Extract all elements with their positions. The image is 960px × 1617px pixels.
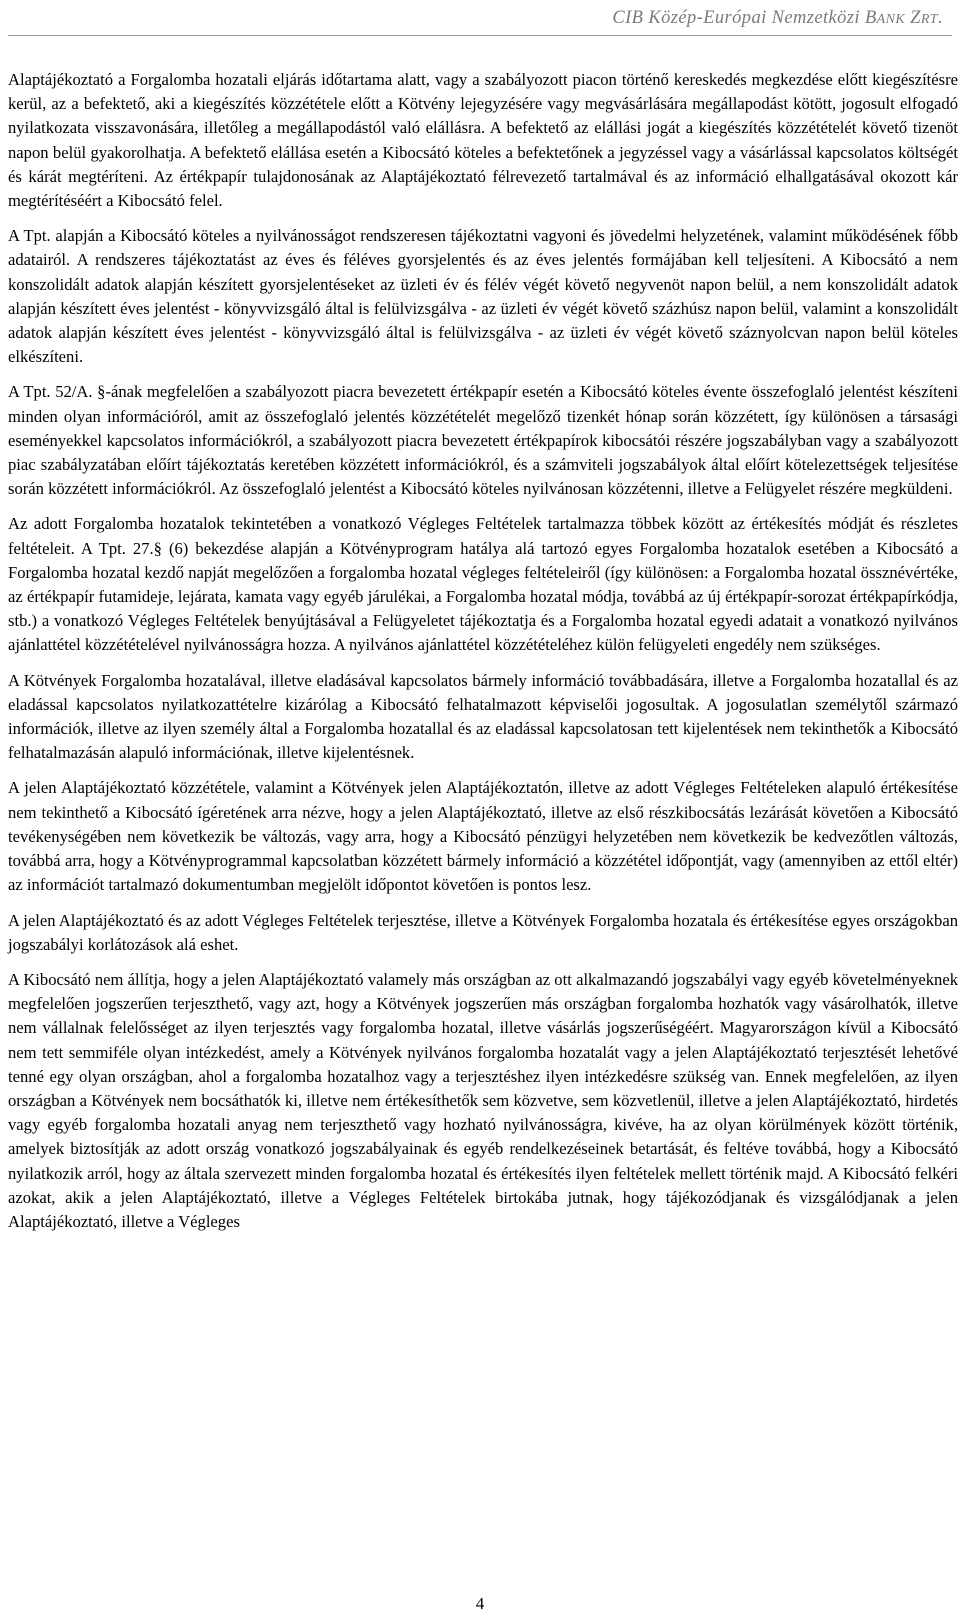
running-header-title: CIB Közép-Európai Nemzetközi B [612, 8, 877, 28]
paragraph-annual-summary-report: A Tpt. 52/A. §-ának megfelelően a szabályozott piacra bevezetett értékpapír esetén a Kibocsátó köteles évente összefoglaló jelentést készíteni minden olyan információról, amit az összefoglaló jelentés közzétételét megelőző tizenkét hónap során közzétett, így különösen a társasági eseményekkel kapcsolatos információkról, a szabályozott piacra bevezetett értékpapírok kibocsátói részére jogszabályban vagy a szabályozott piac szabályzatában előírt tájékoztatás keretében közzétett információkról, és a számviteli jogszabályok által előírt kötelezettségek teljesítése során közzétett információkról. Az összefoglaló jelentést a Kibocsátó köteles nyilvánosan közzétenni, illetve a Felügyelet részére megküldeni. [8, 382, 958, 499]
running-header-small-caps-2: RT [920, 12, 938, 27]
page-number: 4 [475, 1594, 485, 1613]
running-header-title-mid: Z [905, 8, 921, 28]
paragraph-distribution-restrictions: A jelen Alaptájékoztató és az adott Végleges Feltételek terjesztése, illetve a Kötvények Forgalomba hozatala és értékesítése egyes országokban jogszabályi korlátozások alá eshet. [8, 910, 958, 954]
header-divider [8, 35, 952, 36]
document-body [8, 68, 958, 1245]
paragraph-final-terms: Az adott Forgalomba hozatalok tekintetében a vonatkozó Végleges Feltételek tartalmazza többek között az értékesítés módját és részletes feltételeit. A Tpt. 27.§ (6) bekezdése alapján a Kötvényprogram hatálya alá tartozó egyes Forgalomba hozatalok esetében a Kibocsátó a Forgalomba hozatal kezdő napját megelőzően a forgalomba hozatal végleges feltételeiről (így különösen: a Forgalomba hozatal össznévértéke, az értékpapír futamideje, lejárata, kamata vagy egyéb járulékai, a Forgalomba hozatal módja, továbbá az új értékpapír-sorozat értékpapírkódja, stb.) a vonatkozó Végleges Feltételek benyújtásával a Felügyeletet tájékoztatja és a Forgalomba hozatal egyedi adatait a vonatkozó nyilvános ajánlattétel közzétételével nyilvánosságra hozza. A nyilvános ajánlattétel közzétételéhez külön felügyeleti engedély nem szükséges. [8, 514, 958, 655]
paragraph-authorized-information: A Kötvények Forgalomba hozatalával, illetve eladásával kapcsolatos bármely információ továbbadására, illetve a Forgalomba hozatallal és az eladással kapcsolatos nyilatkozattételre kizárólag a Kibocsátó felhatalmazott képviselői jogosultak. A jogosulatlan személytől származó információk, illetve az ilyen személy által a Forgalomba hozatallal és az eladással kapcsolatosan tett kijelentések nem tekinthetők a Kibocsátó felhatalmazásán alapuló információnak, illetve kijelentésnek. [8, 670, 958, 763]
paragraph-no-promise: A jelen Alaptájékoztató közzététele, valamint a Kötvények jelen Alaptájékoztatón, illetve az adott Végleges Feltételeken alapuló értékesítése nem tekinthető a Kibocsátó ígéretének arra nézve, hogy a jelen Alaptájékoztató, illetve az első részkibocsátás lezárását követően a Kibocsátó tevékenységében nem következik be változás, vagy arra, hogy a Kibocsátó pénzügyi helyzetében nem következik be kedvezőtlen változás, továbbá arra, hogy a Kötvényprogrammal kapcsolatban közzétett bármely információ a közzététel időpontját, vagy (amennyiben az ettől eltér) az információt tartalmazó dokumentumban megjelölt időpontot követően is pontos lesz. [8, 778, 958, 895]
running-header-small-caps-1: ANK [876, 12, 906, 27]
running-header-title-end: . [937, 8, 943, 28]
paragraph-foreign-jurisdictions: A Kibocsátó nem állítja, hogy a jelen Alaptájékoztató valamely más országban az ott alkalmazandó jogszabályi vagy egyéb követelményeknek megfelelően jogszerűen terjeszthető, vagy azt, hogy a Kötvények jogszerűen más országban forgalomba hozhatók vagy vásárolhatók, illetve nem vállalnak felelősséget az ilyen terjesztés vagy forgalomba hozatal, illetve vásárlás jogszerűségéért. Magyarországon kívül a Kibocsátó nem tett semmiféle olyan intézkedést, amely a Kötvények nyilvános forgalomba hozatalát vagy a jelen Alaptájékoztató terjesztését lehetővé tenné egy olyan országban, ahol a forgalomba hozatalhoz vagy a terjesztéshez ilyen intézkedésre szükség van. Ennek megfelelően, az ilyen országban a Kötvények nem bocsáthatók ki, illetve nem értékesíthetők sem közvetve, sem közvetlenül, illetve a jelen Alaptájékoztató, hirdetés vagy egyéb forgalomba hozatali anyag nem terjeszthető vagy hozható nyilvánosságra, kivéve, ha az olyan körülmények között történik, amelyek biztosítják az adott ország vonatkozó jogszabályainak és egyéb rendelkezéseinek betartását, és feltéve továbbá, hogy a Kibocsátó nyilatkozik arról, hogy az általa szervezett minden forgalomba hozatal és értékesítés ilyen feltételek mellett történik majd. A Kibocsátó felkéri azokat, akik a jelen Alaptájékoztató, illetve a Végleges Feltételek birtokába jutnak, hogy tájékozódjanak és vizsgálódjanak a jelen Alaptájékoztató, illetve a Végleges [8, 969, 958, 1231]
running-header [0, 4, 960, 32]
paragraph-supplement-withdrawal: Alaptájékoztató a Forgalomba hozatali eljárás időtartama alatt, vagy a szabályozott piacon történő kereskedés megkezdése előtt kiegészítésre kerül, az a befektető, aki a kiegészítés közzététele előtt a Kötvény lejegyzésére vagy megvásárlására megállapodást kötött, jogosult elfogadó nyilatkozata visszavonására, illetőleg a megállapodástól való elállásra. A befektető az elállási jogát a kiegészítés közzétételét követő tizenöt napon belül gyakorolhatja. A befektető elállása esetén a Kibocsátó köteles a befektetőnek a jegyzéssel vagy a vásárlással kapcsolatos költségét és kárát megtéríteni. Az értékpapír tulajdonosának az Alaptájékoztató félrevezető tartalmával és az információ elhallgatásával okozott kár megtérítéséért a Kibocsátó felel. [8, 70, 958, 211]
paragraph-regular-disclosure: A Tpt. alapján a Kibocsátó köteles a nyilvánosságot rendszeresen tájékoztatni vagyoni és jövedelmi helyzetének, valamint működésének főbb adatairól. A rendszeres tájékoztatást az éves és féléves gyorsjelentés és az éves jelentés formájában kell teljesíteni. A Kibocsátó a nem konszolidált adatok alapján készített gyorsjelentéseket az üzleti év és félév végét követő negyvenöt napon belül, a nem konszolidált adatok alapján készített éves jelentést - könyvvizsgáló által is felülvizsgálva - az üzleti év végét követő százhúsz napon belül, valamint a konszolidált adatok alapján készített éves jelentést - könyvvizsgáló által is felülvizsgálva - az üzleti év végét követő száznyolcvan napon belül köteles elkészíteni. [8, 226, 958, 367]
